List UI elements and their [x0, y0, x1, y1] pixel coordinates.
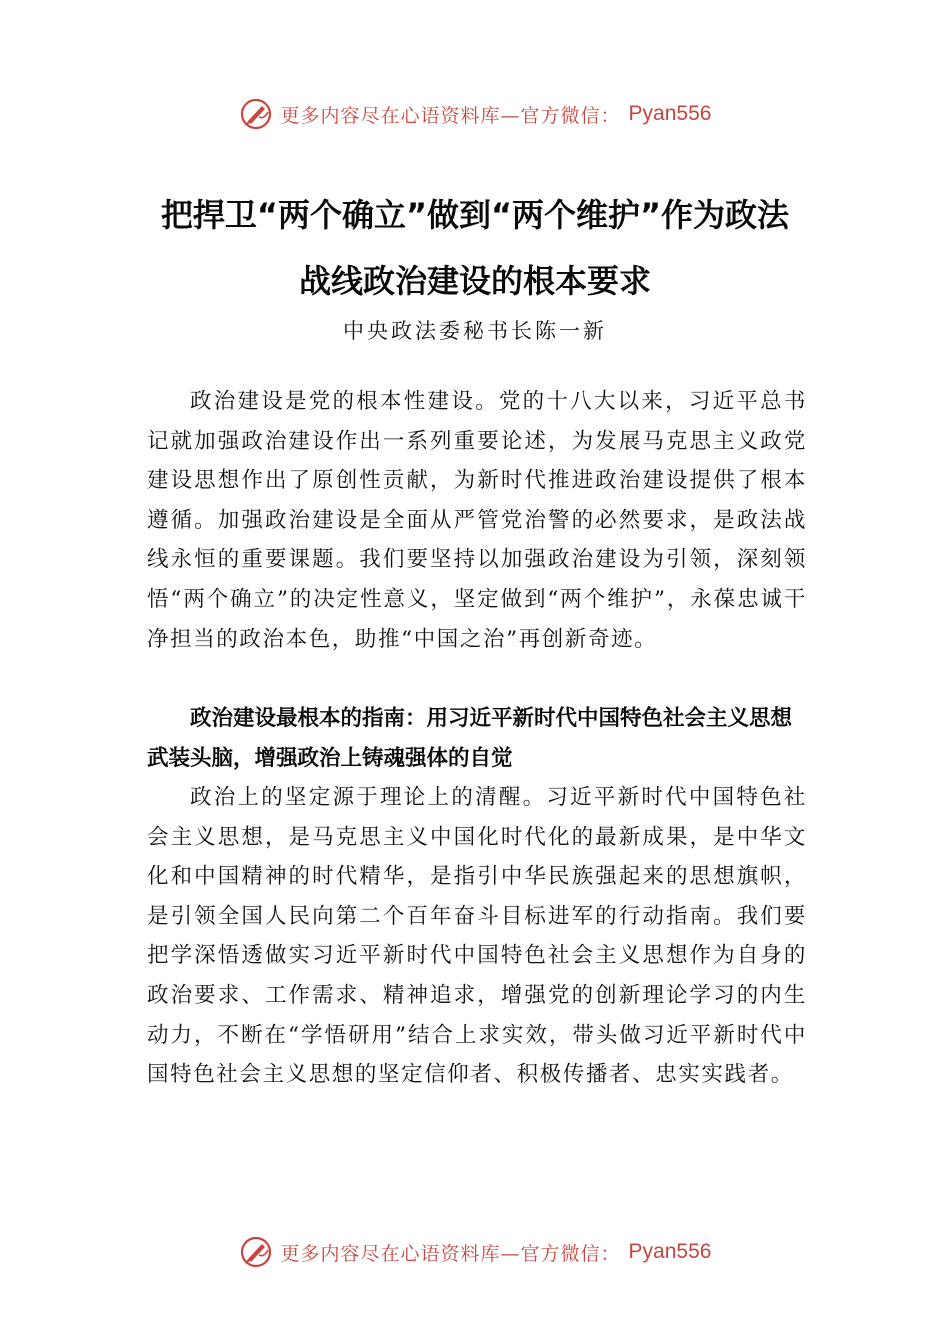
- watermark-bottom: [0, 1234, 950, 1270]
- title-line-1: 把捍卫“两个确立”做到“两个维护”作为政法: [160, 196, 790, 234]
- pen-circle-logo-icon: [239, 97, 273, 131]
- watermark-wechat-id: Pyan556: [628, 102, 712, 125]
- watermark-text: 更多内容尽在心语资料库—官方微信：: [280, 1242, 621, 1265]
- watermark-top: [0, 96, 950, 132]
- paragraph-intro: 政治建设是党的根本性建设。党的十八大以来，习近平总书记就加强政治建设作出一系列重要论述，为发展马克思主义政党建设思想作出了原创性贡献，为新时代推进政治建设提供了根本遵循。加强政治建设是全面从严管党治警的必然要求，是政法战线永恒的重要课题。我们要坚持以加强政治建设为引领，深刻领悟“两个确立”的决定性意义，坚定做到“两个维护”，永葆忠诚干净担当的政治本色，助推“中国之治”再创新奇迹。: [147, 389, 807, 652]
- watermark-wechat-id: Pyan556: [628, 1240, 712, 1263]
- pen-circle-logo-icon: [239, 1235, 273, 1269]
- section-heading: 政治建设最根本的指南：用习近平新时代中国特色社会主义思想武装头脑，增强政治上铸魂强体的自觉: [147, 706, 793, 771]
- author-byline: 中央政法委秘书长陈一新: [343, 319, 607, 343]
- title-line-2: 战线政治建设的根本要求: [298, 262, 651, 300]
- watermark-text: 更多内容尽在心语资料库—官方微信：: [280, 104, 621, 127]
- paragraph-section-1: 政治上的坚定源于理论上的清醒。习近平新时代中国特色社会主义思想，是马克思主义中国化时代化的最新成果，是中华文化和中国精神的时代精华，是指引中华民族强起来的思想旗帜，是引领全国人民向第二个百年奋斗目标进军的行动指南。我们要把学深悟透做实习近平新时代中国特色社会主义思想作为自身的政治要求、工作需求、精神追求，增强党的创新理论学习的内生动力，不断在“学悟研用”结合上求实效，带头做习近平新时代中国特色社会主义思想的坚定信仰者、积极传播者、忠实实践者。: [147, 785, 807, 1088]
